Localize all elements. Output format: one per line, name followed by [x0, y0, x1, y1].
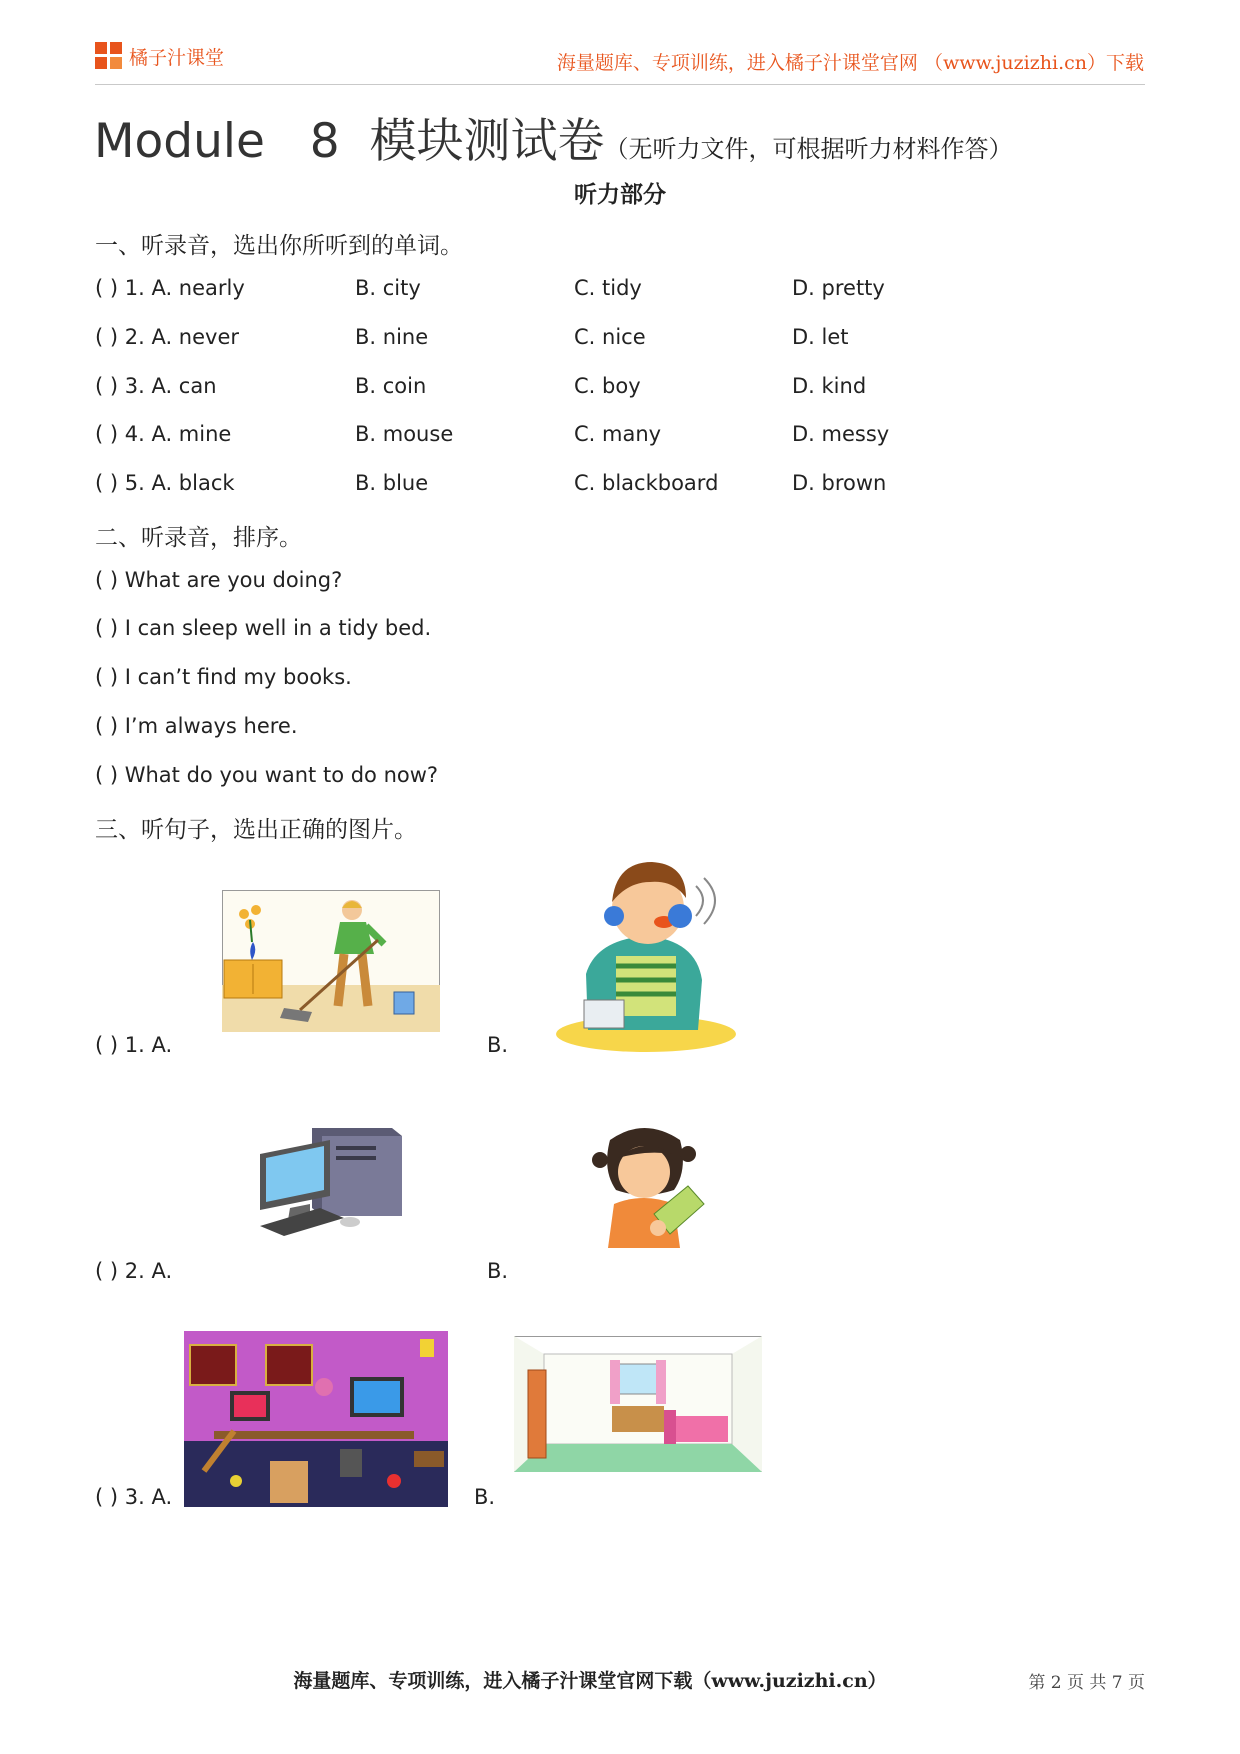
girl-reading-picture [584, 1124, 716, 1252]
boy-mopping-picture [222, 890, 440, 1032]
question-row [95, 374, 1095, 404]
option-c: C. nice [574, 325, 646, 349]
option-c: C. blackboard [574, 471, 719, 495]
tidy-bedroom-picture [514, 1336, 762, 1472]
option-d: D. let [792, 325, 849, 349]
question-row [95, 325, 1095, 355]
section2-heading: 二、听录音，排序。 [95, 525, 302, 551]
option-d: D. messy [792, 422, 890, 446]
option-d: D. kind [792, 374, 867, 398]
q2-label-b: B. [487, 1259, 509, 1283]
q1-label-b: B. [487, 1033, 509, 1057]
q2-label-a: ( ) 2. A. [95, 1259, 173, 1283]
logo-icon [95, 42, 123, 70]
option-c: C. many [574, 422, 662, 446]
option-b: B. coin [355, 374, 427, 398]
q3-label-b: B. [474, 1485, 496, 1509]
header-tagline: 海量题库、专项训练，进入橘子汁课堂官网 （www.juzizhi.cn）下载 [556, 52, 1144, 74]
section3-heading: 三、听句子，选出正确的图片。 [95, 817, 417, 843]
option-d: D. brown [792, 471, 887, 495]
option-c: C. boy [574, 374, 641, 398]
page-title [94, 104, 1013, 171]
title-main: Module 8 模块测试卷 [94, 114, 605, 169]
section1-heading: 一、听录音，选出你所听到的单词。 [95, 233, 463, 259]
order-item: ( ) What do you want to do now? [95, 763, 439, 787]
option-d: D. pretty [792, 276, 885, 300]
order-item: ( ) What are you doing? [95, 568, 343, 592]
order-item: ( ) I can sleep well in a tidy bed. [95, 616, 432, 640]
order-item: ( ) I can’t find my books. [95, 665, 352, 689]
question-row [95, 422, 1095, 452]
option-b: B. city [355, 276, 421, 300]
option-c: C. tidy [574, 276, 642, 300]
messy-room-picture [184, 1331, 448, 1507]
option-b: B. nine [355, 325, 429, 349]
option-a: ( ) 1. A. nearly [95, 276, 245, 300]
option-b: B. blue [355, 471, 429, 495]
option-a: ( ) 5. A. black [95, 471, 235, 495]
q1-label-a: ( ) 1. A. [95, 1033, 173, 1057]
q3-label-a: ( ) 3. A. [95, 1485, 173, 1509]
option-a: ( ) 3. A. can [95, 374, 217, 398]
order-item: ( ) I’m always here. [95, 714, 298, 738]
page-number: 第 2 页 共 7 页 [1028, 1673, 1145, 1693]
brand-logo [95, 42, 224, 70]
footer-text: 海量题库、专项训练，进入橘子汁课堂官网下载（www.juzizhi.cn） [293, 1670, 887, 1692]
boy-listening-picture [556, 856, 744, 1056]
header-divider [95, 84, 1145, 85]
option-a: ( ) 2. A. never [95, 325, 240, 349]
option-b: B. mouse [355, 422, 454, 446]
question-row [95, 276, 1095, 306]
section-subtitle: 听力部分 [574, 181, 666, 208]
brand-name: 橘子汁课堂 [129, 46, 225, 69]
title-note: （无听力文件，可根据听力材料作答） [604, 135, 1013, 163]
question-row [95, 471, 1095, 501]
computer-picture [256, 1124, 406, 1236]
option-a: ( ) 4. A. mine [95, 422, 232, 446]
